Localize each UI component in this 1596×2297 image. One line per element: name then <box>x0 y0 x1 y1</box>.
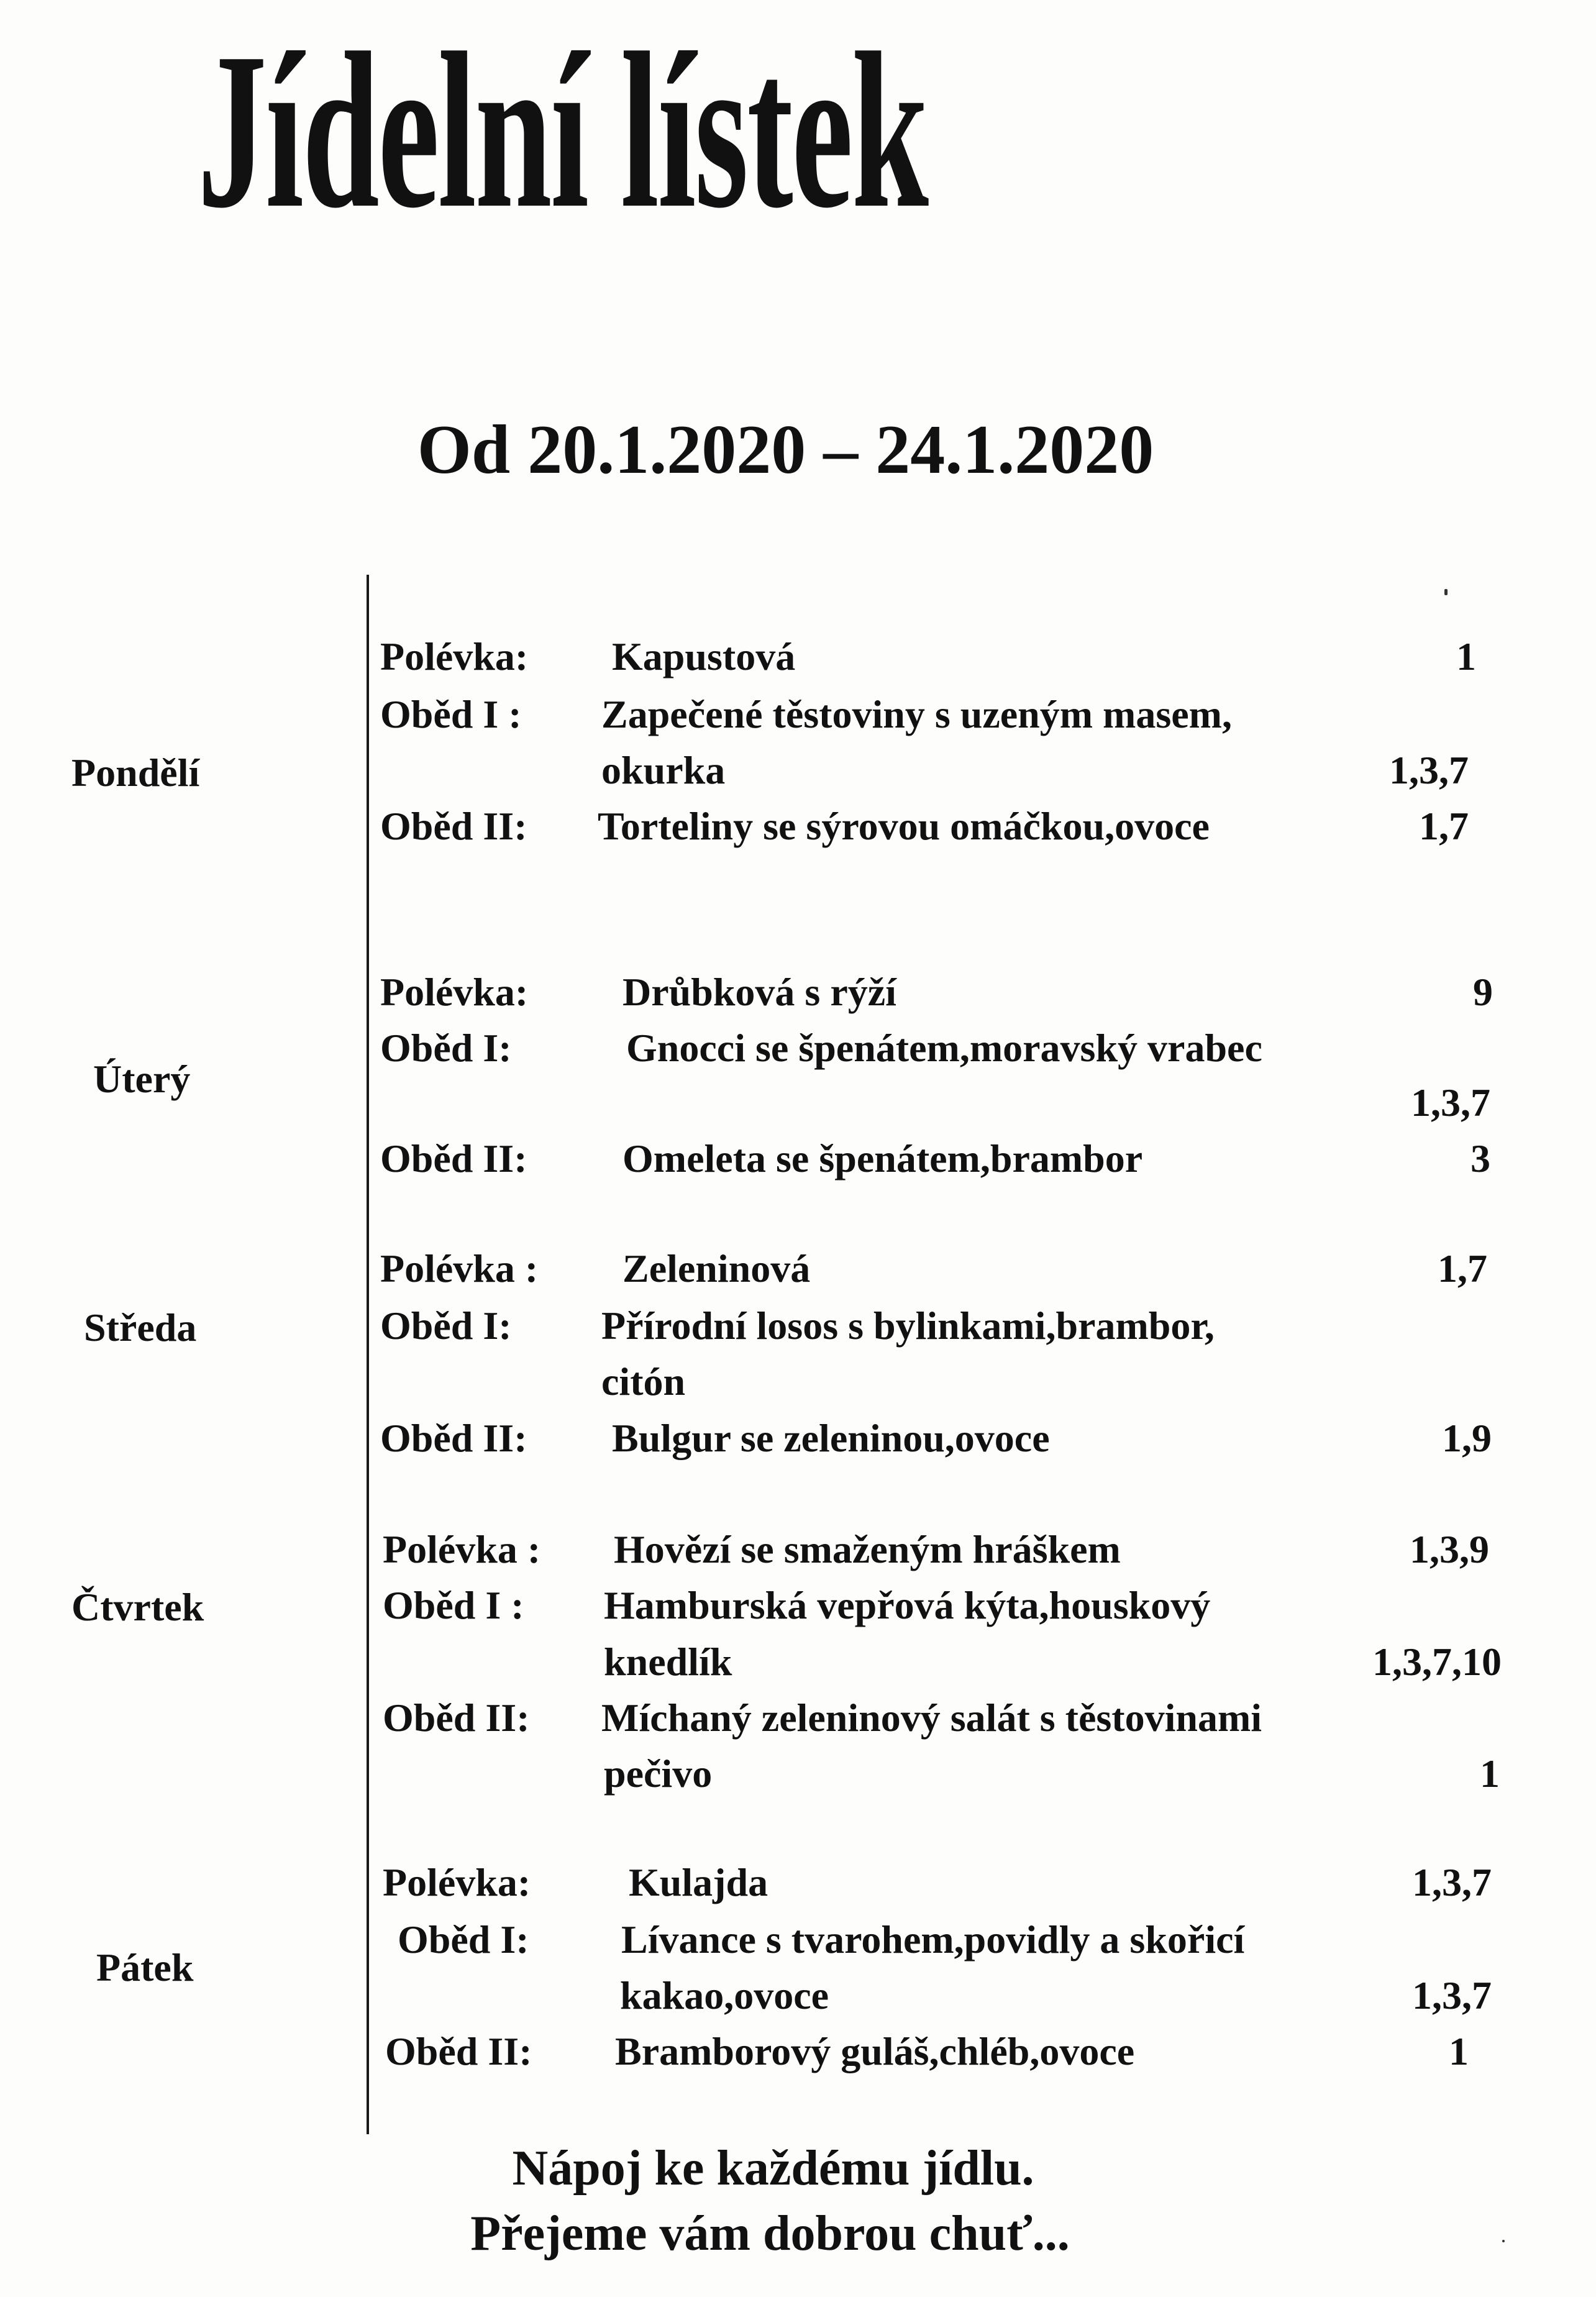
meal-label: Oběd I: <box>380 1026 512 1070</box>
meal-label: Polévka : <box>383 1527 541 1571</box>
footer-drink-note: Nápoj ke každému jídlu. <box>512 2141 1034 2196</box>
dish-name: Hamburská vepřová kýta,houskový <box>604 1583 1211 1627</box>
dish-name: Zeleninová <box>622 1246 811 1290</box>
meal-label: Oběd II: <box>380 804 527 848</box>
allergen-codes: 1,9 <box>1442 1416 1492 1460</box>
dish-name: Gnocci se špenátem,moravský vrabec <box>626 1026 1262 1070</box>
allergen-codes: 1,7 <box>1419 804 1469 848</box>
allergen-codes: 1,3,7,10 <box>1372 1640 1502 1684</box>
dish-name: Drůbková s rýží <box>622 970 896 1014</box>
meal-label: Oběd I : <box>380 692 522 736</box>
allergen-codes: 3 <box>1471 1136 1490 1180</box>
allergen-codes: 1,3,7 <box>1389 748 1469 792</box>
meal-label: Polévka: <box>380 970 529 1014</box>
dish-name: Přírodní losos s bylinkami,brambor, <box>601 1304 1215 1348</box>
dish-name-continued: citón <box>601 1359 686 1404</box>
meal-label: Polévka: <box>383 1860 531 1904</box>
meal-label: Oběd I: <box>398 1917 529 1961</box>
dish-name: Zapečené těstoviny s uzeným masem, <box>601 692 1232 736</box>
date-range: Od 20.1.2020 – 24.1.2020 <box>417 411 1154 488</box>
allergen-codes: 1,3,7 <box>1412 1973 1492 2017</box>
dish-name-continued: kakao,ovoce <box>620 1973 829 2017</box>
footer-greeting: Přejeme vám dobrou chuť... <box>470 2206 1070 2261</box>
dish-name: Míchaný zeleninový salát s těstovinami <box>601 1696 1262 1740</box>
allergen-codes: 1,3,9 <box>1410 1527 1489 1571</box>
dish-name: Bramborový guláš,chléb,ovoce <box>615 2029 1135 2073</box>
page-title: Jídelní lístek <box>198 6 928 254</box>
column-divider <box>367 575 369 2134</box>
meal-label: Oběd I: <box>380 1304 512 1348</box>
allergen-codes: 1,3,7 <box>1411 1080 1490 1125</box>
scan-speck <box>1502 2240 1505 2242</box>
meal-label: Polévka : <box>380 1246 539 1290</box>
meal-label: Oběd I : <box>383 1583 524 1627</box>
dish-name: Torteliny se sýrovou omáčkou,ovoce <box>598 804 1210 848</box>
day-label: Středa <box>84 1305 197 1349</box>
scan-speck <box>1444 589 1448 595</box>
meal-label: Oběd II: <box>385 2029 532 2073</box>
dish-name: Bulgur se zeleninou,ovoce <box>612 1416 1050 1460</box>
dish-name-continued: pečivo <box>604 1751 713 1796</box>
allergen-codes: 1,7 <box>1438 1246 1487 1290</box>
meal-label: Oběd II: <box>380 1136 527 1180</box>
meal-label: Polévka: <box>380 634 529 678</box>
meal-label: Oběd II: <box>380 1416 527 1460</box>
meal-label: Oběd II: <box>383 1696 530 1740</box>
day-label: Pondělí <box>71 751 200 795</box>
allergen-codes: 1 <box>1456 634 1476 678</box>
day-label: Úterý <box>93 1057 191 1101</box>
dish-name: Lívance s tvarohem,povidly a skořicí <box>621 1917 1245 1961</box>
day-label: Pátek <box>96 1945 194 1989</box>
dish-name: Kulajda <box>629 1860 768 1904</box>
allergen-codes: 1 <box>1480 1751 1500 1796</box>
dish-name-continued: okurka <box>601 748 726 792</box>
dish-name-continued: knedlík <box>604 1640 732 1684</box>
day-label: Čtvrtek <box>71 1585 204 1629</box>
dish-name: Omeleta se špenátem,brambor <box>622 1136 1143 1180</box>
allergen-codes: 1 <box>1449 2029 1469 2073</box>
dish-name: Kapustová <box>612 634 796 678</box>
allergen-codes: 9 <box>1473 970 1493 1014</box>
dish-name: Hovězí se smaženým hráškem <box>614 1527 1121 1571</box>
allergen-codes: 1,3,7 <box>1412 1860 1492 1904</box>
